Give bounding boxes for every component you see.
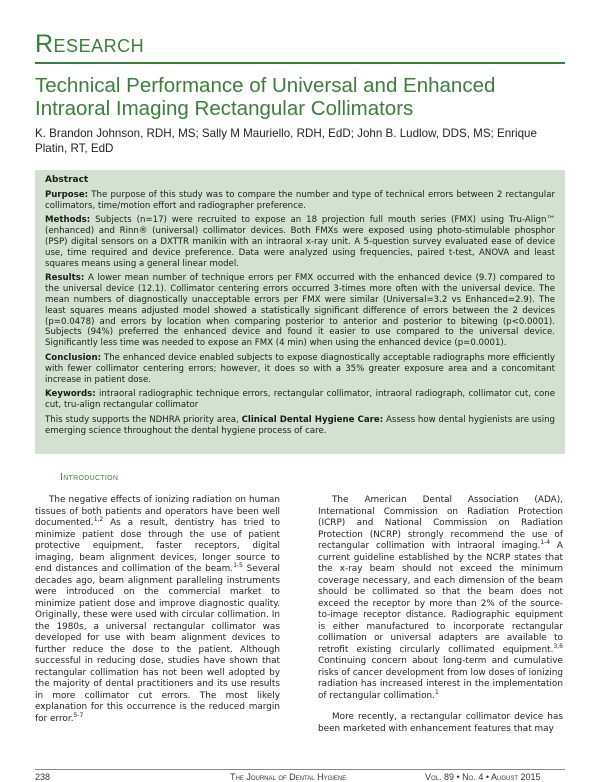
article-authors: K. Brandon Johnson, RDH, MS; Sally M Mauriello, RDH, EdD; John B. Ludlow, DDS, MS; Enrique Platin, RT, EdD bbox=[35, 127, 537, 155]
page-number: 238 bbox=[35, 772, 51, 782]
intro-paragraph: The American Dental Association (ADA), International Commission on Radiation Protection (ICRP) and National Commission on Radiation Protection (NCRP) strongly recommend the use of rectangular collimation with intraoral imaging.$^{1-4}$ A current guideline established by the NCRP states that the x-ray beam should not exceed the minimum coverage necessary, and each dimension of the beam should be collimated so that the beam does not exceed the receptor by more than 2% of the source-to-image receptor distance. Radiographic equipment is either manufactured to incorporate rectangular collimation or universal adapters are available to retrofit existing circularly collimated equipment.$^{3,6}$ Continuing concern about long-term and cumulative risks of cancer development from low doses of ionizing radiation has increased interest in the implementation of rectangular collimation.$^1$ bbox=[318, 495, 563, 701]
body-column-left bbox=[35, 495, 280, 735]
abstract-box bbox=[35, 170, 565, 454]
abstract-results: Results: A lower mean number of technique errors per FMX occurred with the enhanced device (9.7) compared to the universal device (12.1). Collimator centering errors occurred 3-times more often with the universal device. The mean numbers of diagnostically unacceptable errors per FMX were similar (Universal=3.2 vs Enhanced=2.9). The least squares means adjusted model showed a statistically significant difference of errors between the 2 devices (p=0.0478) and errors by location when comparing posterior to anterior and posterior to bitewing (p<0.0001). Subjects (94%) preferred the enhanced device and found it easier to use compared to the universal device. Significantly less time was needed to expose an FMX (4 min) when using the enhanced device (p=0.0001). bbox=[45, 273, 555, 349]
footer-rule bbox=[35, 769, 565, 770]
intro-paragraph: The negative effects of ionizing radiation on human tissues of both patients and operators have been well documented.$^{1,2}$ As a result, dentistry has tried to minimize patient dose through the use of patient protective equipment, faster receptors, digital imaging, beam alignment devices, longer source to end distances and collimation of the beam.$^{1-5}$ Several decades ago, beam alignment paralleling instruments were introduced on the commercial market to minimize patient dose and improve diagnostic quality. Originally, these were used with circular collimation. In the 1980s, a universal rectangular collimator was developed for use with beam alignment devices to further reduce the dose to the patient. Although successful in reducing dose, studies have shown that rectangular collimation has not been well adopted by the majority of dental practitioners and its use results in more collimator cut errors. The most likely explanation for this occurrence is the reduced margin for error.$^{5-7}$ bbox=[35, 495, 281, 724]
issue-info: Vol. 89 • No. 4 • August 2015 bbox=[425, 772, 541, 782]
body-column-right bbox=[318, 495, 563, 745]
intro-paragraph: More recently, a rectangular collimator device has been marketed with enhancement features that may bbox=[318, 712, 563, 734]
abstract-heading: Abstract bbox=[45, 175, 89, 185]
abstract-support: This study supports the NDHRA priority area, Clinical Dental Hygiene Care: Assess how dental hygienists are using emerging science throughout the dental hygiene process of care. bbox=[45, 414, 556, 436]
abstract-keywords: Keywords: intraoral radiographic technique errors, rectangular collimator, intraoral radiograph, collimator cut, cone cut, tru-align rectangular collimator bbox=[45, 389, 555, 411]
journal-name: The Journal of Dental Hygiene bbox=[230, 772, 347, 782]
article-title: Technical Performance of Universal and Enhanced Intraoral Imaging Rectangular Collimators bbox=[35, 74, 496, 120]
abstract-methods: Methods: Subjects (n=17) were recruited to expose an 18 projection full mouth series (FMX) using Tru-Align™ (enhanced) and Rinn® (universal) collimator devices. Both FMXs were exposed using photo-stimulable phosphor (PSP) digital sensors on a DXTTR manikin with an intraoral x-ray unit. A 5-question survey evaluated ease of device use, time required and device preference. Data were analyzed using frequencies, paired t-test, ANOVA and least squares means using a general linear model. bbox=[45, 215, 556, 269]
header-rule bbox=[35, 62, 565, 64]
abstract-purpose: Purpose: The purpose of this study was to compare the number and type of technical errors between 2 rectangular collimators, time/motion effort and radiographer preference. bbox=[45, 189, 555, 211]
section-label: Research bbox=[35, 30, 145, 58]
introduction-heading: Introduction bbox=[60, 471, 119, 483]
abstract-conclusion: Conclusion: The enhanced device enabled subjects to expose diagnostically acceptable radiographs more efficiently with fewer collimator centering errors; however, it does so with a 35% greater exposure area and a concomitant increase in patient dose. bbox=[45, 352, 555, 385]
